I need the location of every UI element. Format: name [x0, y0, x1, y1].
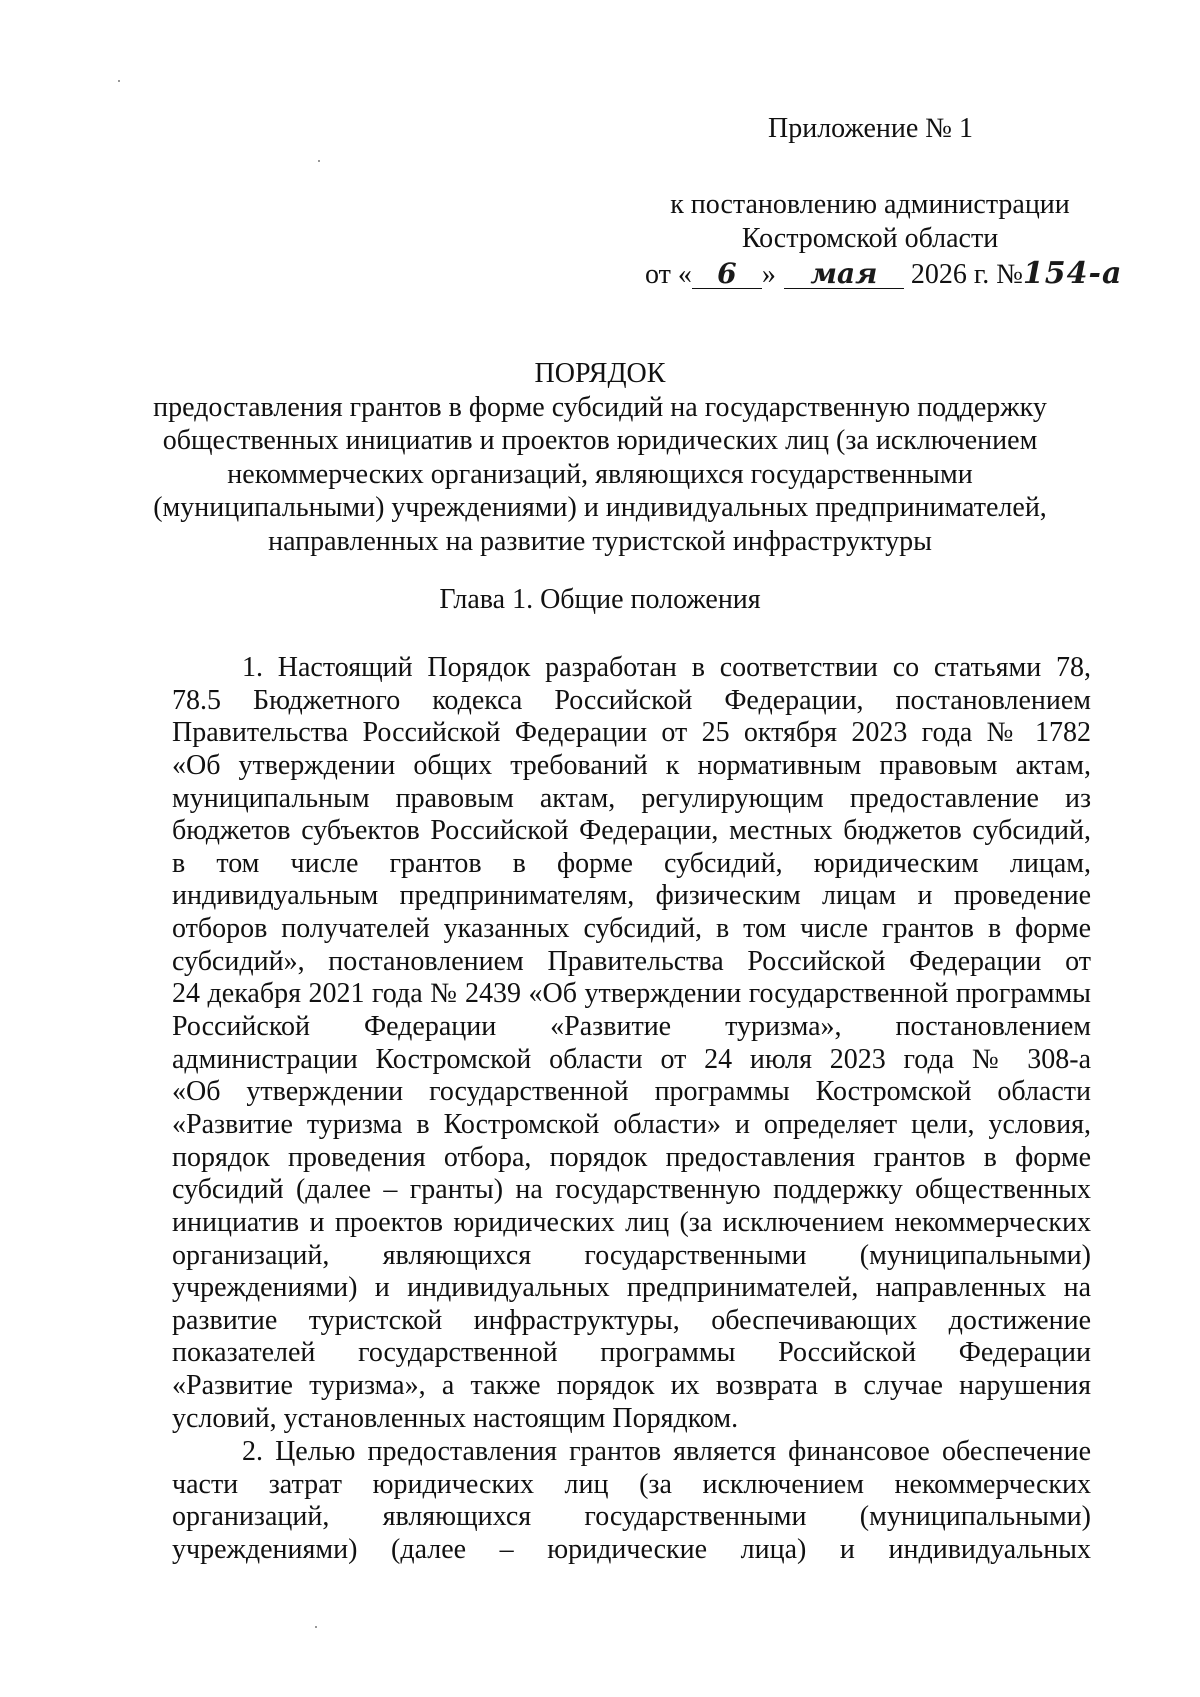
resolution-reference: [640, 188, 1100, 256]
title-heading: ПОРЯДОК: [534, 358, 666, 389]
handwritten-day: 6: [692, 260, 762, 289]
title-line: (муниципальными) учреждениями) и индивидуальных предпринимателей,: [153, 492, 1047, 523]
chapter-heading: Глава 1. Общие положения: [439, 584, 761, 615]
paragraph-line: показателей государственной программы Российской Федерации: [172, 1337, 1091, 1369]
paragraph-line: 78.5 Бюджетного кодекса Российской Федерации, постановлением: [172, 684, 1091, 716]
paragraph-line: бюджетов субъектов Российской Федерации, местных бюджетов субсидий,: [172, 815, 1091, 847]
date-prefix: от «: [645, 259, 692, 290]
paragraph-line: субсидий», постановлением Правительства Российской Федерации от: [172, 945, 1091, 977]
paragraph-line: инициатив и проектов юридических лиц (за исключением некоммерческих: [172, 1206, 1091, 1238]
handwritten-number: 154-а: [1022, 256, 1123, 291]
paragraph-line: муниципальным правовым актам, регулирующим предоставление из: [172, 782, 1091, 814]
paragraph-line: «Развитие туризма», а также порядок их возврата в случае нарушения: [172, 1370, 1091, 1402]
paragraph-line: субсидий (далее – гранты) на государственную поддержку общественных: [172, 1174, 1091, 1206]
paragraph-line: условий, установленных настоящим Порядком.: [172, 1402, 739, 1434]
title-line: направленных на развитие туристской инфраструктуры: [268, 525, 932, 557]
paragraph-line: организаций, являющихся государственными (муниципальными): [172, 1239, 1091, 1271]
paragraph-line: 1. Настоящий Порядок разработан в соответствии со статьями 78,: [242, 652, 1091, 683]
handwritten-month: мая: [784, 260, 904, 289]
title-line: некоммерческих организаций, являющихся государственными: [227, 458, 973, 490]
paragraph-1: [172, 652, 1091, 1435]
paragraph-line: в том числе грантов в форме субсидий, юридическим лицам,: [172, 847, 1091, 879]
scan-speck: [315, 1626, 317, 1628]
paragraph-line: 2. Целью предоставления грантов является финансовое обеспечение: [242, 1436, 1091, 1467]
paragraph-line: Российской Федерации «Развитие туризма», постановлением: [172, 1011, 1091, 1043]
paragraph-line: учреждениями) (далее – юридические лица) и индивидуальных: [172, 1533, 1091, 1565]
paragraph-line: развитие туристской инфраструктуры, обеспечивающих достижение: [172, 1304, 1091, 1336]
scan-speck: [318, 160, 320, 162]
resolution-line-1: к постановлению администрации: [670, 189, 1070, 220]
paragraph-line: «Об утверждении общих требований к нормативным правовым актам,: [172, 749, 1091, 781]
paragraph-line: 24 декабря 2021 года № 2439 «Об утверждении государственной программы: [172, 978, 1091, 1010]
scan-speck: [118, 80, 120, 82]
paragraph-line: «Об утверждении государственной программы Костромской области: [172, 1076, 1091, 1108]
paragraph-line: организаций, являющихся государственными (муниципальными): [172, 1501, 1091, 1533]
paragraph-line: порядок проведения отбора, порядок предоставления грантов в форме: [172, 1141, 1091, 1173]
paragraph-line: «Развитие туризма в Костромской области» и определяет цели, условия,: [172, 1108, 1091, 1140]
resolution-line-2: Костромской области: [741, 223, 999, 254]
title-line: предоставления грантов в форме субсидий на государственную поддержку: [153, 391, 1047, 423]
paragraph-line: Правительства Российской Федерации от 25 октября 2023 года № 1782: [172, 717, 1091, 749]
date-year: 2026 г. №: [910, 259, 1023, 290]
paragraph-2: [172, 1436, 1091, 1567]
title-line: общественных инициатив и проектов юридических лиц (за исключением: [162, 425, 1038, 456]
date-mid: »: [761, 259, 776, 290]
paragraph-line: индивидуальным предпринимателям, физическим лицам и проведение: [172, 880, 1091, 912]
document-title: [150, 357, 1050, 558]
paragraph-line: учреждениями) и индивидуальных предпринимателей, направленных на: [172, 1272, 1091, 1304]
paragraph-line: отборов получателей указанных субсидий, в том числе грантов в форме: [172, 913, 1091, 945]
resolution-date-line: [645, 258, 1133, 292]
appendix-label: Приложение № 1: [768, 113, 973, 144]
paragraph-line: администрации Костромской области от 24 июля 2023 года № 308-а: [172, 1043, 1091, 1075]
paragraph-line: части затрат юридических лиц (за исключением некоммерческих: [172, 1468, 1091, 1500]
